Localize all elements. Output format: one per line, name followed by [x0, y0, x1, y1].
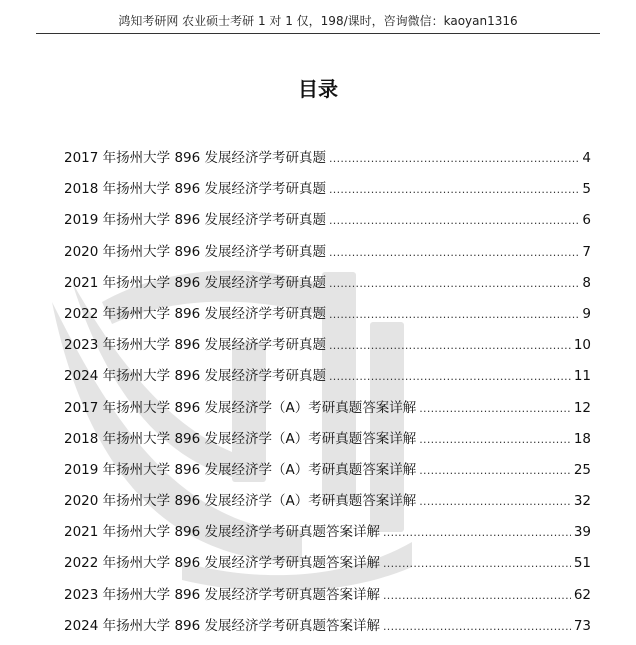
toc-entry-title: 2024 年扬州大学 896 发展经济学考研真题答案详解 — [64, 617, 380, 634]
toc-entry-page: 11 — [573, 368, 591, 385]
toc-entry[interactable] — [64, 427, 591, 458]
toc-entry-page: 73 — [573, 617, 591, 634]
table-of-contents — [64, 146, 591, 645]
toc-entry-page: 7 — [582, 243, 591, 260]
toc-dot-leader — [329, 364, 571, 389]
toc-dot-leader — [329, 177, 579, 202]
toc-entry-page: 6 — [582, 212, 591, 229]
toc-entry-page: 62 — [573, 586, 591, 603]
toc-dot-leader — [329, 240, 579, 265]
toc-entry[interactable] — [64, 240, 591, 271]
toc-entry-page: 10 — [573, 337, 591, 354]
toc-entry-title: 2022 年扬州大学 896 发展经济学考研真题答案详解 — [64, 555, 380, 572]
toc-dot-leader — [419, 427, 571, 452]
header-text: 鸿知考研网 农业硕士考研 1 对 1 仅，198/课时，咨询微信：kaoyan1316 — [118, 14, 518, 28]
toc-entry[interactable] — [64, 302, 591, 333]
toc-dot-leader — [383, 614, 571, 639]
toc-entry-title: 2018 年扬州大学 896 发展经济学（A）考研真题答案详解 — [64, 430, 417, 447]
toc-dot-leader — [419, 489, 571, 514]
toc-entry[interactable] — [64, 458, 591, 489]
toc-entry-page: 12 — [573, 399, 591, 416]
toc-entry[interactable] — [64, 520, 591, 551]
page-title: 目录 — [298, 77, 338, 101]
toc-entry[interactable] — [64, 396, 591, 427]
toc-entry[interactable] — [64, 208, 591, 239]
toc-entry[interactable] — [64, 146, 591, 177]
toc-dot-leader — [329, 333, 571, 358]
toc-entry-title: 2017 年扬州大学 896 发展经济学（A）考研真题答案详解 — [64, 399, 417, 416]
toc-dot-leader — [383, 551, 571, 576]
toc-entry-page: 4 — [582, 150, 591, 166]
toc-entry-page: 39 — [573, 524, 591, 541]
toc-entry[interactable] — [64, 489, 591, 520]
toc-entry-title: 2020 年扬州大学 896 发展经济学考研真题 — [64, 243, 326, 260]
toc-entry-title: 2017 年扬州大学 896 发展经济学考研真题 — [64, 150, 326, 166]
toc-entry-page: 5 — [582, 181, 591, 198]
toc-entry-page: 25 — [573, 461, 591, 478]
toc-entry-title: 2019 年扬州大学 896 发展经济学考研真题 — [64, 212, 326, 229]
toc-entry-title: 2023 年扬州大学 896 发展经济学考研真题答案详解 — [64, 586, 380, 603]
toc-entry[interactable] — [64, 177, 591, 208]
toc-dot-leader — [383, 520, 571, 545]
toc-entry[interactable] — [64, 333, 591, 364]
toc-dot-leader — [383, 583, 571, 608]
toc-entry-page: 32 — [573, 493, 591, 510]
toc-entry[interactable] — [64, 614, 591, 645]
toc-entry[interactable] — [64, 551, 591, 582]
toc-entry-title: 2020 年扬州大学 896 发展经济学（A）考研真题答案详解 — [64, 493, 417, 510]
toc-entry[interactable] — [64, 271, 591, 302]
toc-dot-leader — [329, 146, 579, 171]
toc-entry-title: 2021 年扬州大学 896 发展经济学考研真题 — [64, 274, 326, 291]
toc-entry-page: 9 — [582, 305, 591, 322]
toc-entry-page: 18 — [573, 430, 591, 447]
toc-entry[interactable] — [64, 364, 591, 395]
toc-entry-title: 2022 年扬州大学 896 发展经济学考研真题 — [64, 305, 326, 322]
toc-dot-leader — [329, 271, 579, 296]
toc-entry[interactable] — [64, 583, 591, 614]
toc-entry-title: 2019 年扬州大学 896 发展经济学（A）考研真题答案详解 — [64, 461, 417, 478]
toc-entry-page: 8 — [582, 274, 591, 291]
toc-entry-page: 51 — [573, 555, 591, 572]
page-header — [36, 0, 600, 34]
toc-entry-title: 2018 年扬州大学 896 发展经济学考研真题 — [64, 181, 326, 198]
toc-dot-leader — [419, 396, 571, 421]
toc-entry-title: 2024 年扬州大学 896 发展经济学考研真题 — [64, 368, 326, 385]
toc-entry-title: 2021 年扬州大学 896 发展经济学考研真题答案详解 — [64, 524, 380, 541]
toc-dot-leader — [329, 208, 579, 233]
toc-dot-leader — [419, 458, 571, 483]
toc-entry-title: 2023 年扬州大学 896 发展经济学考研真题 — [64, 337, 326, 354]
toc-dot-leader — [329, 302, 579, 327]
